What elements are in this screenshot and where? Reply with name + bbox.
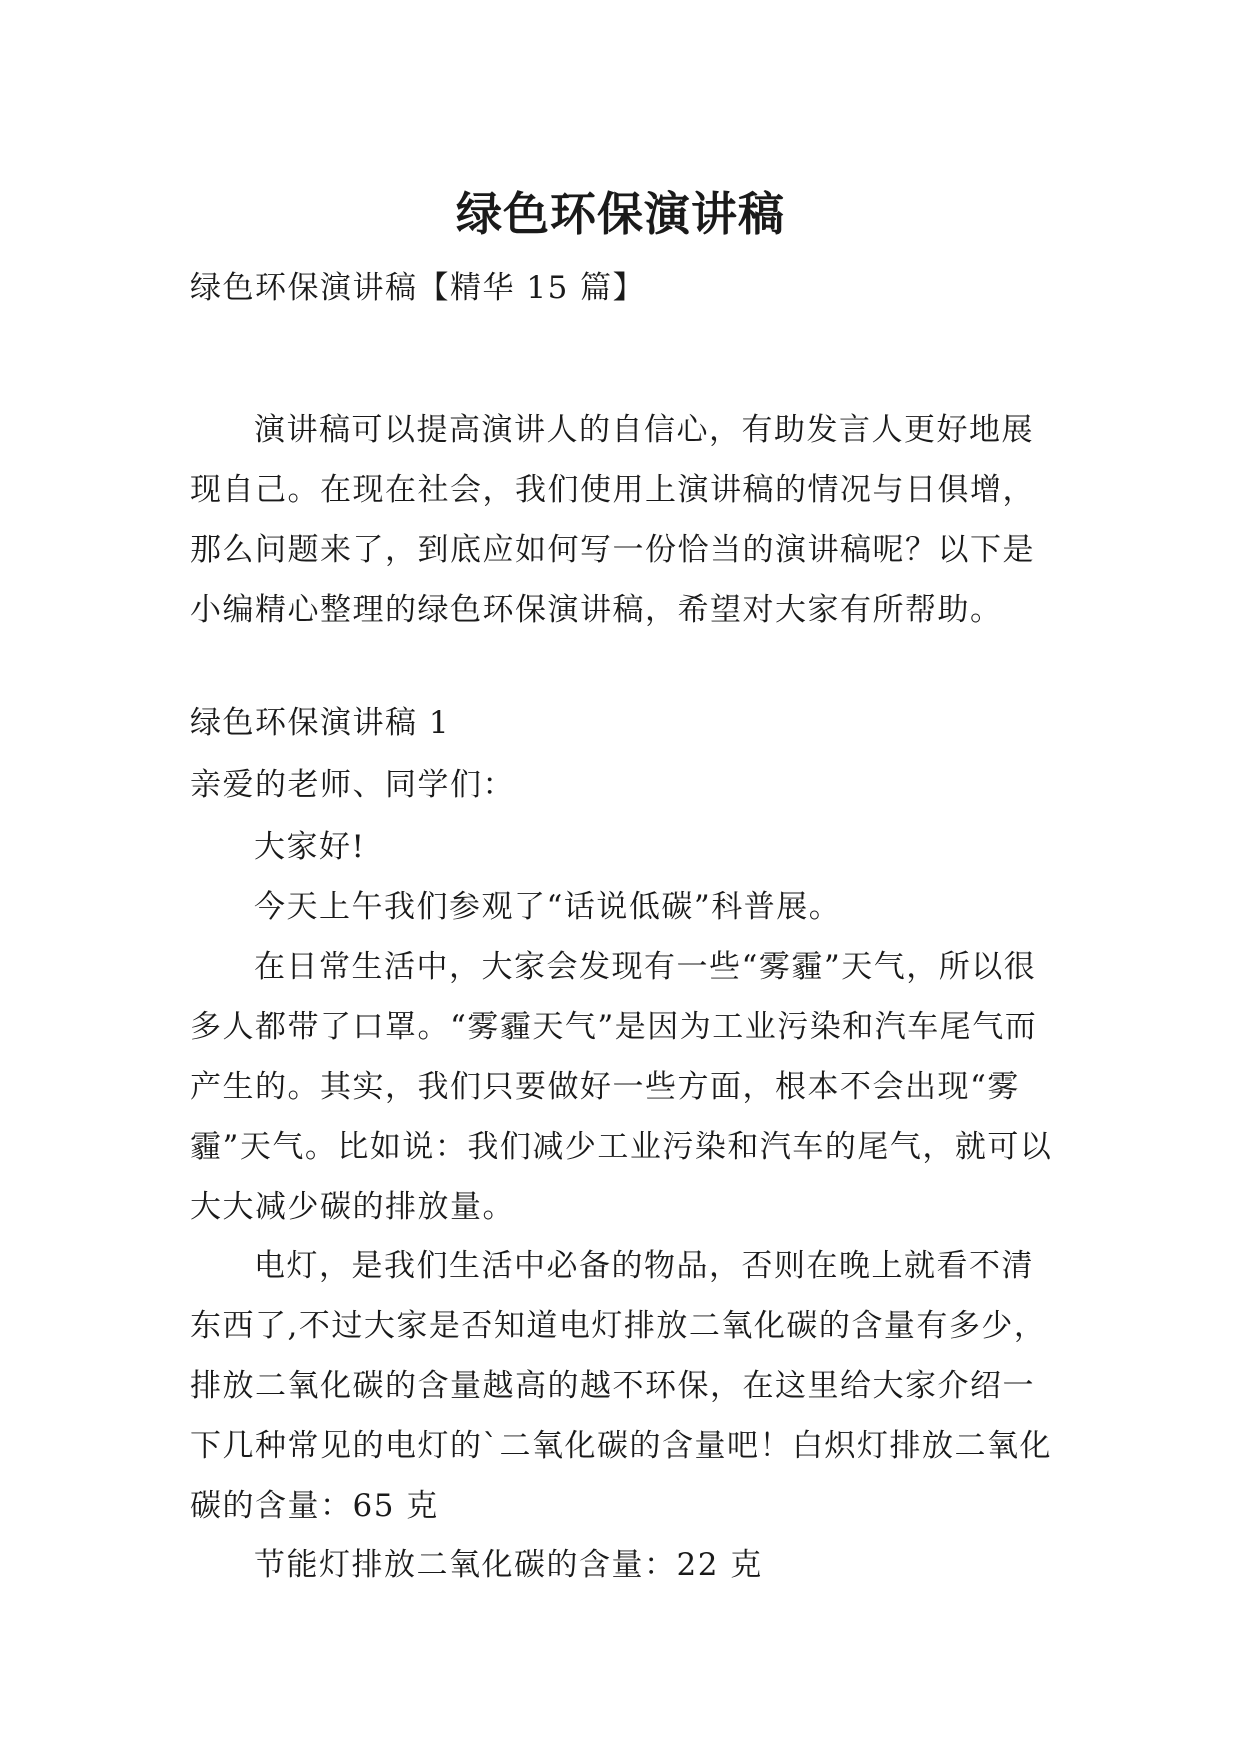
section-heading: 绿色环保演讲稿 1 [190, 705, 451, 741]
body-paragraph: 在日常生活中，大家会发现有一些“雾霾”天气，所以很多人都带了口罩。“雾霾天气”是因为工业污染和汽车尾气而产生的。其实，我们只要做好一些方面，根本不会出现“雾霾”天气。比如说：我们减少工业污染和汽车的尾气，就可以大大减少碳的排放量。 [190, 949, 1053, 1225]
document-subtitle: 绿色环保演讲稿【精华 15 篇】 [190, 270, 646, 306]
intro-paragraph: 演讲稿可以提高演讲人的自信心，有助发言人更好地展现自己。在现在社会，我们使用上演讲稿的情况与日俱增，那么问题来了，到底应如何写一份恰当的演讲稿呢？以下是小编精心整理的绿色环保演讲稿，希望对大家有所帮助。 [190, 412, 1035, 628]
body-paragraph: 电灯，是我们生活中必备的物品，否则在晚上就看不清东西了,不过大家是否知道电灯排放二氧化碳的含量有多少，排放二氧化碳的含量越高的越不环保，在这里给大家介绍一下几种常见的电灯的`二氧化碳的含量吧！白炽灯排放二氧化碳的含量：65 克 [190, 1248, 1052, 1524]
greeting-line: 亲爱的老师、同学们： [190, 767, 515, 803]
page-title: 绿色环保演讲稿 [456, 186, 785, 241]
body-paragraph: 今天上午我们参观了“话说低碳”科普展。 [254, 889, 842, 925]
body-paragraph: 节能灯排放二氧化碳的含量：22 克 [254, 1547, 763, 1583]
body-paragraph: 大家好! [254, 829, 366, 865]
